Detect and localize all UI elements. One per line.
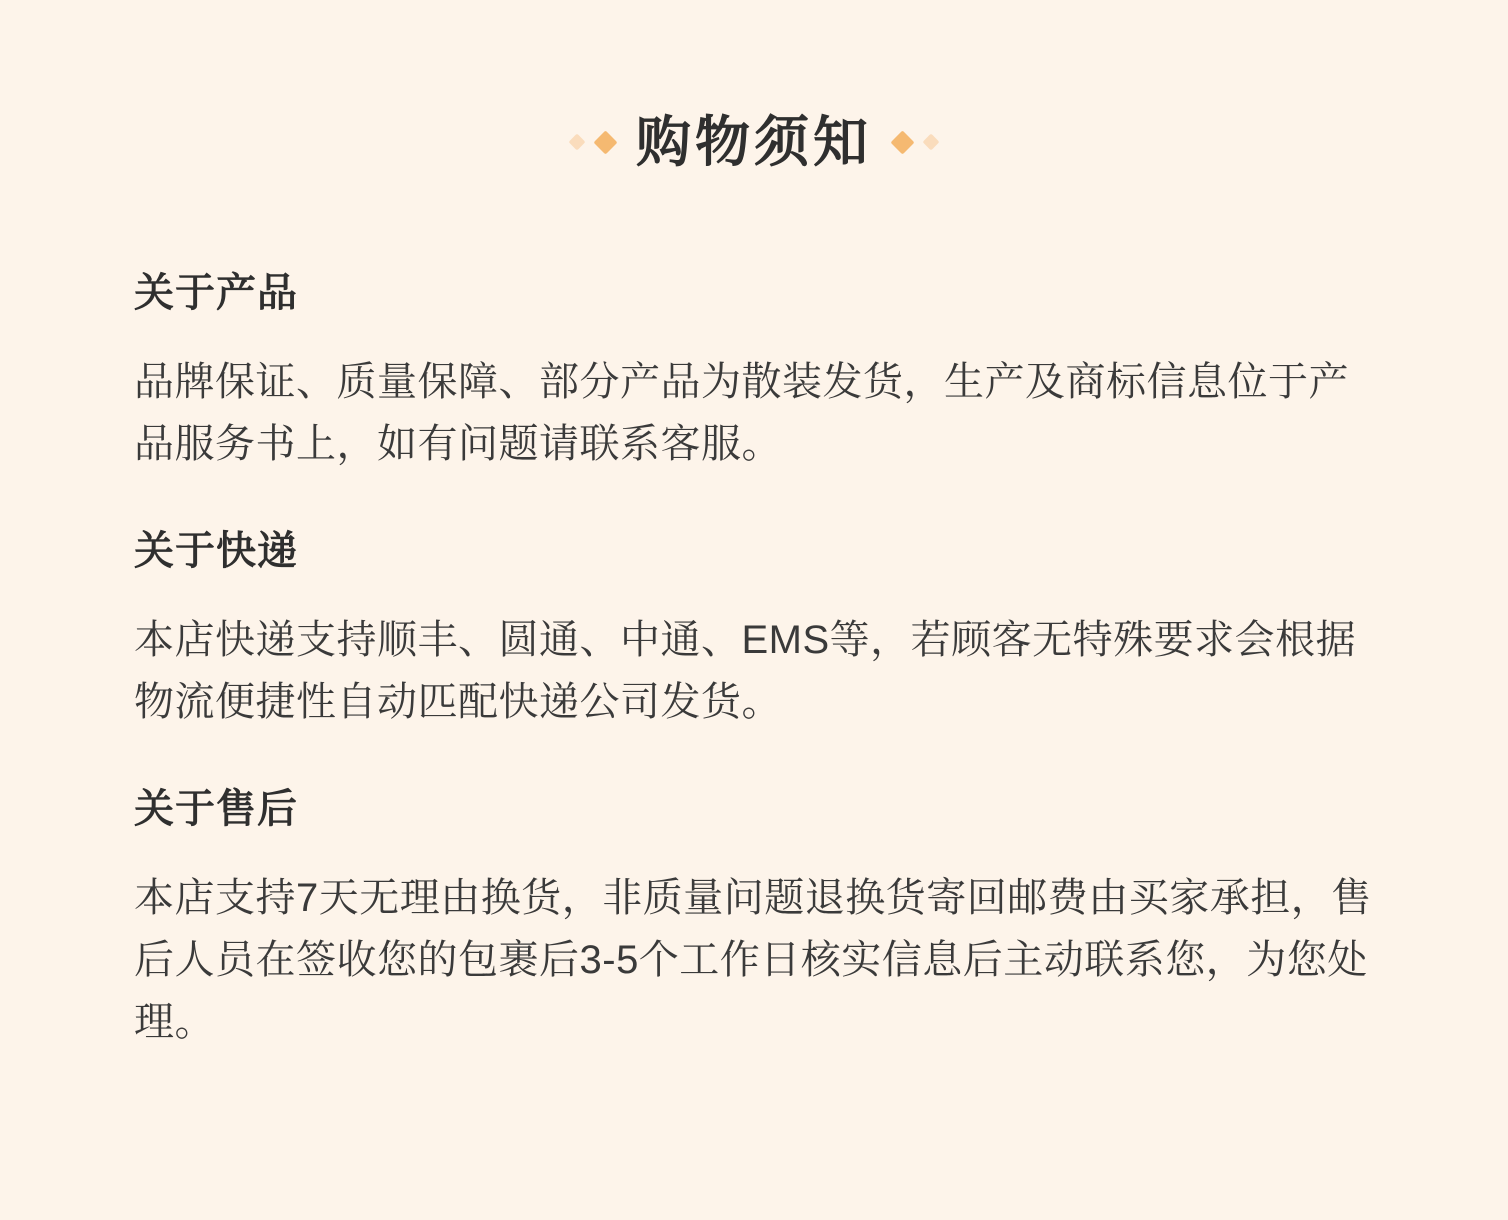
page-title: 购物须知	[635, 110, 872, 173]
section-about-product	[134, 269, 1372, 475]
title-ornament-right	[894, 134, 937, 151]
diamond-icon	[890, 130, 914, 154]
title-ornament-left	[571, 134, 614, 151]
diamond-small-icon	[568, 134, 585, 151]
section-body: 本店支持7天无理由换货，非质量问题退换货寄回邮费由买家承担，售后人员在签收您的包裹后3-5个工作日核实信息后主动联系您，为您处理。	[134, 875, 1372, 1044]
diamond-icon	[593, 130, 617, 154]
section-body: 品牌保证、质量保障、部分产品为散装发货，生产及商标信息位于产品服务书上，如有问题请联系客服。	[134, 359, 1349, 466]
section-heading: 关于产品	[134, 270, 298, 315]
section-heading: 关于售后	[134, 786, 298, 831]
notice-content	[0, 269, 1508, 1053]
section-about-shipping	[134, 527, 1372, 733]
section-body: 本店快递支持顺丰、圆通、中通、EMS等，若顾客无特殊要求会根据物流便捷性自动匹配快递公司发货。	[134, 617, 1357, 724]
section-after-sales	[134, 785, 1372, 1053]
section-heading: 关于快递	[134, 528, 298, 573]
page-title-block	[0, 0, 1508, 207]
diamond-small-icon	[923, 134, 940, 151]
